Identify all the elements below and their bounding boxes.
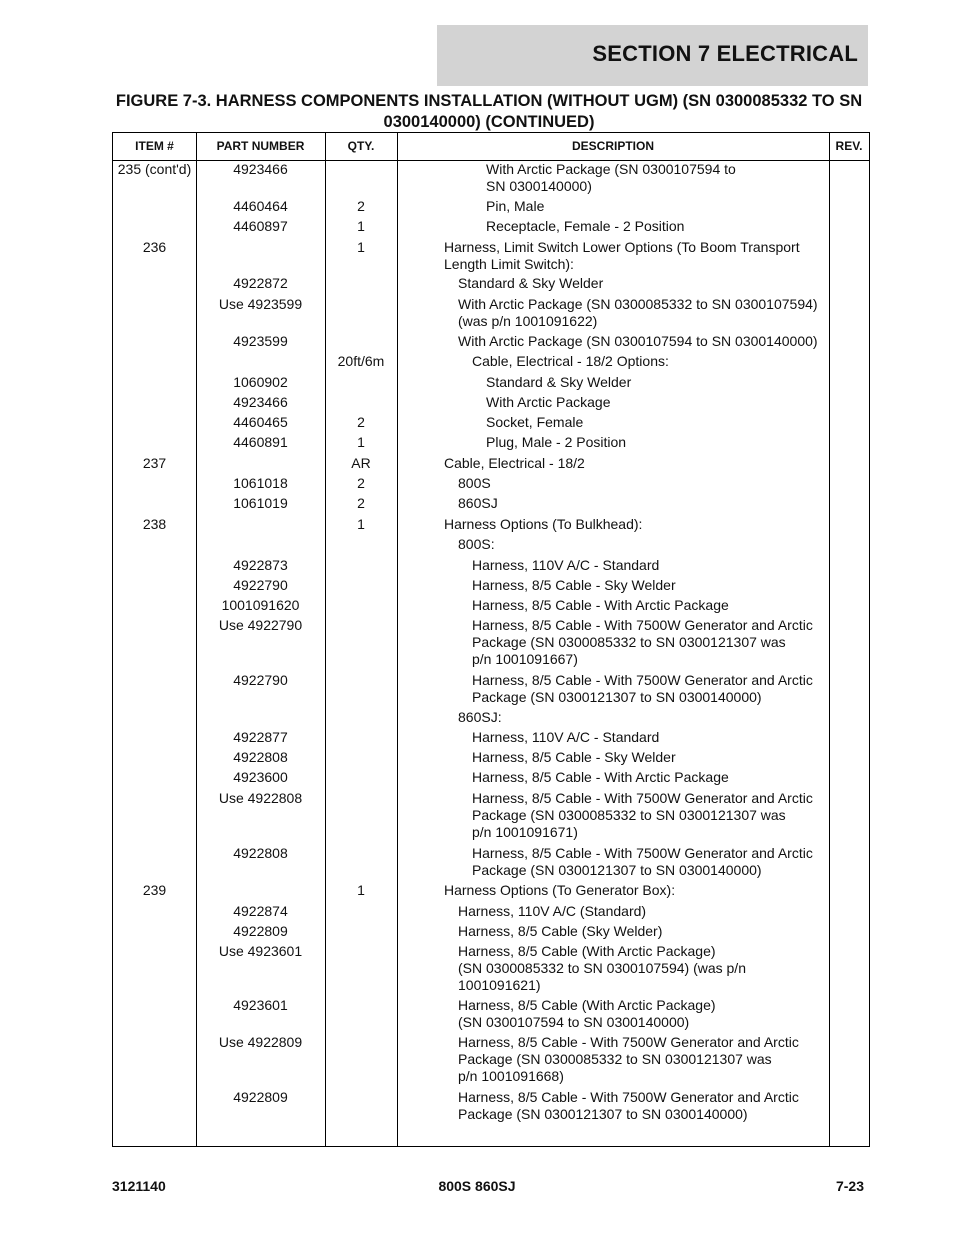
item-number-cell: 238 <box>142 516 167 532</box>
description-line: Harness, 8/5 Cable - Sky Welder <box>472 749 676 765</box>
qty-cell: 1 <box>357 882 365 898</box>
part-number-cell: 1061018 <box>233 475 288 491</box>
description-line: Harness Options (To Bulkhead): <box>444 516 643 532</box>
footer-page-number: 7-23 <box>835 1178 864 1194</box>
description-line: Harness, 8/5 Cable (Sky Welder) <box>458 923 663 939</box>
description-line: 800S: <box>458 536 495 552</box>
description-cell <box>486 198 876 215</box>
figure-title: FIGURE 7-3. HARNESS COMPONENTS INSTALLATION (WITHOUT UGM) (SN 0300085332 TO SN 0300140000) (CONTINUED) <box>115 92 863 131</box>
part-number-cell: 4922808 <box>233 845 288 861</box>
description-cell <box>458 333 848 350</box>
description-cell <box>458 495 848 512</box>
qty-cell: 1 <box>357 516 365 532</box>
description-cell <box>486 414 876 431</box>
description-cell <box>472 845 862 879</box>
column-header-rev: REV. <box>835 139 863 153</box>
description-cell <box>472 729 862 746</box>
description-line: Receptacle, Female - 2 Position <box>486 218 685 234</box>
part-number-cell: Use 4923601 <box>218 943 303 959</box>
description-cell <box>458 536 848 553</box>
description-cell <box>444 239 834 273</box>
section-title: SECTION 7 ELECTRICAL <box>592 41 858 66</box>
description-cell <box>472 749 862 766</box>
description-line: Harness, Limit Switch Lower Options (To Boom Transport <box>444 239 800 255</box>
part-number-cell: 4923600 <box>233 769 288 785</box>
part-number-cell: Use 4922790 <box>218 617 303 633</box>
table-header-row <box>113 133 869 161</box>
description-line: p/n 1001091668) <box>458 1068 564 1084</box>
description-line: Package (SN 0300085332 to SN 0300121307 was <box>472 807 786 823</box>
part-number-cell: 4460465 <box>233 414 288 430</box>
description-line: With Arctic Package <box>486 394 611 410</box>
description-line: Harness Options (To Generator Box): <box>444 882 676 898</box>
qty-cell: AR <box>351 455 371 471</box>
description-line: Harness, 110V A/C - Standard <box>472 557 660 573</box>
description-line: 800S <box>458 475 491 491</box>
description-cell <box>472 557 862 574</box>
description-cell <box>472 597 862 614</box>
qty-cell: 20ft/6m <box>337 353 385 369</box>
description-cell <box>458 275 848 292</box>
description-line: Harness, 8/5 Cable - With 7500W Generator and Arctic <box>472 617 813 633</box>
column-divider <box>325 133 326 1146</box>
qty-cell: 1 <box>357 239 365 255</box>
description-cell <box>458 923 848 940</box>
part-number-cell: 4922872 <box>233 275 288 291</box>
part-number-cell: Use 4923599 <box>218 296 303 312</box>
part-number-cell: 4460891 <box>233 434 288 450</box>
part-number-cell: 4922790 <box>233 577 288 593</box>
description-line: Package (SN 0300085332 to SN 0300121307 was <box>458 1051 772 1067</box>
description-line: Harness, 8/5 Cable - With 7500W Generator and Arctic <box>472 790 813 806</box>
description-line: SN 0300140000) <box>486 178 592 194</box>
description-cell <box>458 475 848 492</box>
description-line: With Arctic Package (SN 0300107594 to <box>486 161 736 177</box>
description-cell <box>472 353 862 370</box>
description-line: p/n 1001091667) <box>472 651 578 667</box>
parts-table <box>112 132 870 1147</box>
description-cell <box>458 709 848 726</box>
description-line: Harness, 8/5 Cable - With 7500W Generator and Arctic <box>472 845 813 861</box>
part-number-cell: 4922808 <box>233 749 288 765</box>
description-line: Cable, Electrical - 18/2 Options: <box>472 353 669 369</box>
description-cell <box>444 516 834 533</box>
qty-cell: 2 <box>357 198 365 214</box>
part-number-cell: 4922809 <box>233 923 288 939</box>
description-line: Harness, 8/5 Cable - With 7500W Generator and Arctic <box>458 1089 799 1105</box>
column-header-qty: QTY. <box>347 139 375 153</box>
footer-document-number: 3121140 <box>112 1178 166 1194</box>
description-line: (SN 0300085332 to SN 0300107594) (was p/n <box>458 960 746 976</box>
description-cell <box>472 617 862 668</box>
part-number-cell: 4922877 <box>233 729 288 745</box>
description-line: Harness, 8/5 Cable (With Arctic Package) <box>458 997 716 1013</box>
qty-cell: 2 <box>357 475 365 491</box>
item-number-cell: 236 <box>142 239 167 255</box>
description-line: 860SJ: <box>458 709 502 725</box>
column-divider <box>397 133 398 1146</box>
description-line: Length Limit Switch): <box>444 256 574 272</box>
description-cell <box>458 1034 848 1085</box>
description-line: Cable, Electrical - 18/2 <box>444 455 585 471</box>
qty-cell: 2 <box>357 495 365 511</box>
description-line: Package (SN 0300121307 to SN 0300140000) <box>472 689 762 705</box>
part-number-cell: 4923466 <box>233 394 288 410</box>
description-line: Socket, Female <box>486 414 584 430</box>
part-number-cell: 4922873 <box>233 557 288 573</box>
description-line: Package (SN 0300121307 to SN 0300140000) <box>472 862 762 878</box>
description-line: Harness, 8/5 Cable - With Arctic Package <box>472 597 729 613</box>
description-cell <box>472 577 862 594</box>
part-number-cell: 4922874 <box>233 903 288 919</box>
description-line: Package (SN 0300121307 to SN 0300140000) <box>458 1106 748 1122</box>
description-cell <box>458 1089 848 1123</box>
qty-cell: 1 <box>357 218 365 234</box>
description-cell <box>458 296 848 330</box>
description-line: Pin, Male <box>486 198 545 214</box>
description-line: Harness, 8/5 Cable (With Arctic Package) <box>458 943 716 959</box>
description-cell <box>458 943 848 994</box>
column-header-part-number: PART NUMBER <box>216 139 305 153</box>
description-cell <box>458 997 848 1031</box>
part-number-cell: 4922809 <box>233 1089 288 1105</box>
description-cell <box>486 434 876 451</box>
item-number-cell: 237 <box>142 455 167 471</box>
column-header-description: DESCRIPTION <box>571 139 654 153</box>
part-number-cell: 4923601 <box>233 997 288 1013</box>
description-line: Harness, 110V A/C - Standard <box>472 729 660 745</box>
description-cell <box>486 394 876 411</box>
part-number-cell: Use 4922809 <box>218 1034 303 1050</box>
description-cell <box>444 455 834 472</box>
description-line: With Arctic Package (SN 0300107594 to SN 0300140000) <box>458 333 818 349</box>
description-line: Harness, 8/5 Cable - With 7500W Generator and Arctic <box>458 1034 799 1050</box>
part-number-cell: 1001091620 <box>221 597 300 613</box>
footer-model: 800S 860SJ <box>438 1178 516 1194</box>
description-line: 860SJ <box>458 495 498 511</box>
description-line: Harness, 8/5 Cable - Sky Welder <box>472 577 676 593</box>
part-number-cell: 1061019 <box>233 495 288 511</box>
part-number-cell: 4460464 <box>233 198 288 214</box>
qty-cell: 1 <box>357 434 365 450</box>
description-line: (SN 0300107594 to SN 0300140000) <box>458 1014 690 1030</box>
description-line: Package (SN 0300085332 to SN 0300121307 was <box>472 634 786 650</box>
part-number-cell: 4922790 <box>233 672 288 688</box>
description-line: p/n 1001091671) <box>472 824 578 840</box>
description-cell <box>444 882 834 899</box>
description-line: (was p/n 1001091622) <box>458 313 598 329</box>
column-header-item: ITEM # <box>135 139 174 153</box>
part-number-cell: 4923466 <box>233 161 288 177</box>
description-cell <box>472 769 862 786</box>
item-number-cell: 239 <box>142 882 167 898</box>
description-cell <box>472 790 862 841</box>
description-line: Harness, 110V A/C (Standard) <box>458 903 647 919</box>
part-number-cell: Use 4922808 <box>218 790 303 806</box>
description-cell <box>486 218 876 235</box>
description-line: Plug, Male - 2 Position <box>486 434 627 450</box>
part-number-cell: 4460897 <box>233 218 288 234</box>
description-line: Standard & Sky Welder <box>458 275 604 291</box>
description-cell <box>458 903 848 920</box>
item-number-cell: 235 (cont'd) <box>117 161 192 177</box>
description-cell <box>486 161 876 195</box>
description-line: Harness, 8/5 Cable - With 7500W Generator and Arctic <box>472 672 813 688</box>
description-line: Harness, 8/5 Cable - With Arctic Package <box>472 769 729 785</box>
section-header-band <box>437 25 868 86</box>
description-line: 1001091621) <box>458 977 541 993</box>
part-number-cell: 1060902 <box>233 374 288 390</box>
description-line: Standard & Sky Welder <box>486 374 632 390</box>
qty-cell: 2 <box>357 414 365 430</box>
description-cell <box>486 374 876 391</box>
description-cell <box>472 672 862 706</box>
description-line: With Arctic Package (SN 0300085332 to SN 0300107594) <box>458 296 818 312</box>
part-number-cell: 4923599 <box>233 333 288 349</box>
